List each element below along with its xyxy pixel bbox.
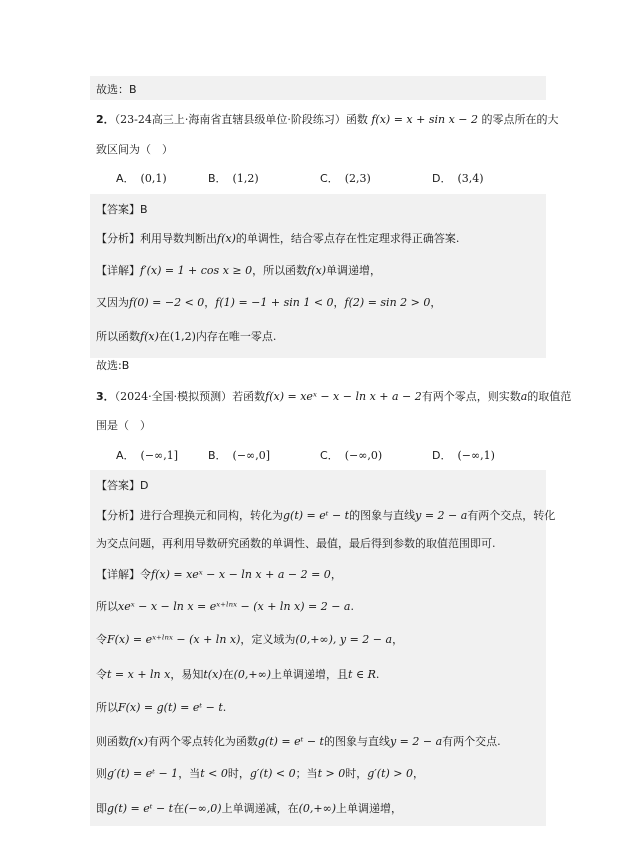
q3-option-c[interactable]: C． (−∞,0) (320, 449, 383, 462)
q2-function: f(x) = x + sin x − 2 (371, 113, 478, 126)
q2-detail-line2: 又因为f(0) = −2 < 0，f(1) = −1 + sin 1 < 0，f(2) = sin 2 > 0， (96, 296, 442, 309)
top-final-answer: 故选：B (96, 83, 137, 96)
q2-detail-line3: 所以函数f(x)在(1,2)内存在唯一零点. (96, 330, 277, 343)
q2-stem-line2: 致区间为（ ） (96, 143, 173, 156)
q2-option-b[interactable]: B． (1,2) (208, 172, 259, 185)
q3-detail-line1: 【详解】令f(x) = xeˣ − x − ln x + a − 2 = 0， (96, 568, 342, 581)
q3-source: （2024·全国·模拟预测） (114, 390, 233, 403)
q2-source: （23-24高三上·海南省直辖县级单位·阶段练习） (114, 113, 346, 126)
shade-top-final (90, 76, 546, 100)
q3-stem-line1: 3．（2024·全国·模拟预测）若函数f(x) = xeˣ − x − ln x + a − 2有两个零点，则实数a的取值范 (96, 390, 572, 403)
q3-number: 3． (96, 390, 115, 403)
q2-option-a[interactable]: A． (0,1) (116, 172, 167, 185)
q2-number: 2． (96, 113, 115, 126)
q2-stem-line1: 2．（23-24高三上·海南省直辖县级单位·阶段练习）函数 f(x) = x + sin x − 2 的零点所在的大 (96, 113, 559, 126)
q3-detail-line3: 令F(x) = eˣ⁺ˡⁿˣ − (x + ln x)，定义域为(0,+∞), y = 2 − a， (96, 633, 404, 646)
q3-detail-line2: 所以xeˣ − x − ln x = eˣ⁺ˡⁿˣ − (x + ln x) = 2 − a. (96, 600, 354, 613)
q3-option-a[interactable]: A． (−∞,1] (116, 449, 178, 462)
q3-function: f(x) = xeˣ − x − ln x + a − 2 (265, 390, 422, 403)
q2-analysis: 【分析】利用导数判断出f(x)的单调性，结合零点存在性定理求得正确答案. (96, 232, 460, 245)
q3-option-d[interactable]: D． (−∞,1) (432, 449, 495, 462)
q3-detail-line5: 所以F(x) = g(t) = eᵗ − t. (96, 701, 227, 714)
q3-detail-line4: 令t = x + ln x，易知t(x)在(0,+∞)上单调递增，且t ∈ R. (96, 668, 380, 681)
q3-answer: 【答案】D (96, 479, 149, 492)
q3-analysis-line2: 为交点问题，再利用导数研究函数的单调性、最值，最后得到参数的取值范围即可. (96, 537, 496, 550)
q2-answer: 【答案】B (96, 203, 148, 216)
q3-option-b[interactable]: B． (−∞,0] (208, 449, 271, 462)
q2-final-answer: 故选:B (96, 359, 130, 372)
q3-detail-line7: 则g′(t) = eᵗ − 1，当t < 0时，g′(t) < 0；当t > 0时，g′(t) > 0， (96, 767, 424, 780)
q3-analysis-line1: 【分析】进行合理换元和同构，转化为g(t) = eᵗ − t的图象与直线y = 2 − a有两个交点，转化 (96, 509, 556, 522)
q3-detail-line8: 即g(t) = eᵗ − t在(−∞,0)上单调递减，在(0,+∞)上单调递增， (96, 802, 403, 815)
q3-detail-line6: 则函数f(x)有两个零点转化为函数g(t) = eᵗ − t的图象与直线y = 2 − a有两个交点. (96, 735, 501, 748)
q2-option-c[interactable]: C． (2,3) (320, 172, 371, 185)
q2-detail-line1: 【详解】f′(x) = 1 + cos x ≥ 0，所以函数f(x)单调递增， (96, 264, 381, 277)
q3-stem-line2: 围是（ ） (96, 419, 151, 432)
q2-option-d[interactable]: D． (3,4) (432, 172, 484, 185)
